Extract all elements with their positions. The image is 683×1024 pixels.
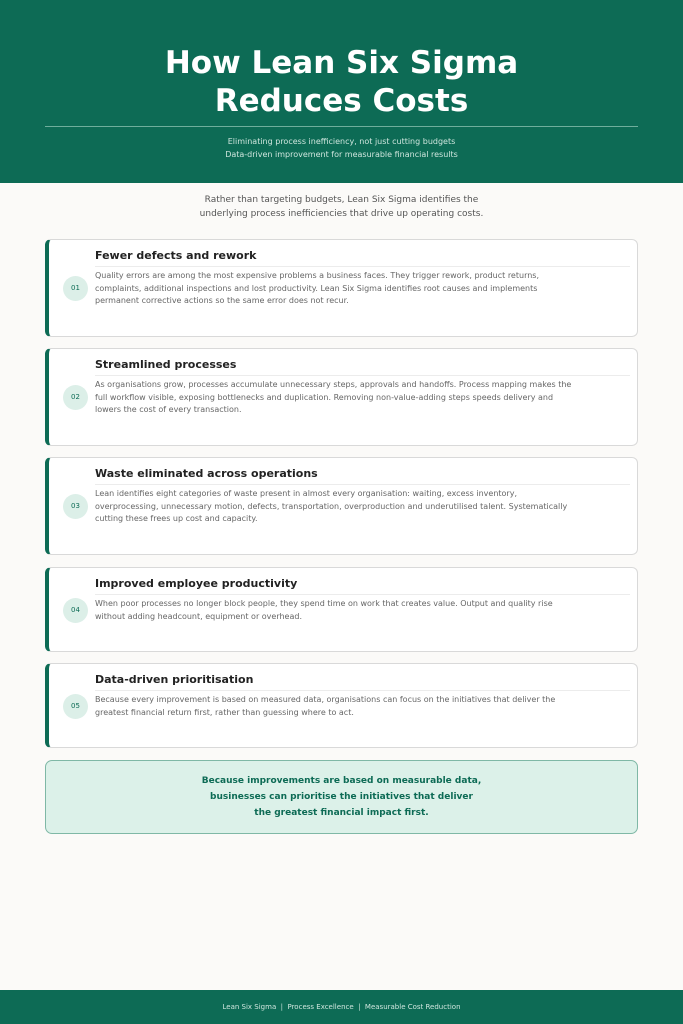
card-description-line: Lean identifies eight categories of waste present in almost every organisation: waiting, excess inventory, bbox=[95, 489, 517, 498]
subtitle-line-2: Data-driven improvement for measurable financial results bbox=[225, 150, 458, 159]
benefit-card-processes bbox=[45, 348, 638, 446]
card-number-badge: 04 bbox=[63, 598, 88, 623]
card-description-line: without adding headcount, equipment or overhead. bbox=[95, 611, 302, 621]
benefit-card-defects bbox=[45, 239, 638, 337]
key-takeaway-callout bbox=[45, 760, 638, 834]
intro-text bbox=[0, 193, 683, 221]
card-title: Fewer defects and rework bbox=[95, 249, 630, 267]
callout-line-3: the greatest financial impact first. bbox=[254, 808, 429, 818]
card-description-line: complaints, additional inspections and lost productivity. Lean Six Sigma identifies root causes and implements bbox=[95, 283, 538, 293]
intro-line-2: underlying process inefficiencies that drive up operating costs. bbox=[199, 209, 484, 219]
callout-line-2: businesses can prioritise the initiatives that deliver bbox=[210, 792, 473, 802]
card-title: Streamlined processes bbox=[95, 358, 630, 376]
card-description-line: cutting these frees up cost and capacity. bbox=[95, 514, 258, 523]
card-description-line: overprocessing, unnecessary motion, defects, transportation, overproduction and underutilised talent. Systematically bbox=[95, 501, 568, 511]
page-title-line-2: Reduces Costs bbox=[214, 83, 469, 119]
footer-text: Lean Six Sigma | Process Excellence | Measurable Cost Reduction bbox=[222, 1003, 461, 1011]
footer-bar bbox=[0, 990, 683, 1024]
card-description bbox=[95, 488, 615, 526]
card-number-badge: 05 bbox=[63, 694, 88, 719]
card-title: Waste eliminated across operations bbox=[95, 467, 630, 485]
card-description bbox=[95, 270, 615, 308]
card-description-line: permanent corrective actions so the same error does not recur. bbox=[95, 296, 349, 305]
card-description bbox=[95, 598, 615, 623]
card-description-line: lowers the cost of every transaction. bbox=[95, 405, 242, 414]
header-banner bbox=[0, 0, 683, 183]
card-description bbox=[95, 694, 615, 719]
page-title-line-1: How Lean Six Sigma bbox=[164, 45, 519, 81]
benefit-card-waste bbox=[45, 457, 638, 555]
card-description bbox=[95, 379, 615, 417]
card-description-line: As organisations grow, processes accumulate unnecessary steps, approvals and handoffs. Process mapping makes the bbox=[95, 380, 572, 389]
card-title: Data-driven prioritisation bbox=[95, 673, 630, 691]
card-number-badge: 02 bbox=[63, 385, 88, 410]
callout-line-1: Because improvements are based on measurable data, bbox=[201, 776, 482, 786]
benefit-card-prioritisation bbox=[45, 663, 638, 748]
card-title: Improved employee productivity bbox=[95, 577, 630, 595]
card-description-line: Quality errors are among the most expensive problems a business faces. They trigger rework, product returns, bbox=[95, 271, 539, 280]
card-description-line: Because every improvement is based on measured data, organisations can focus on the initiatives that deliver the bbox=[95, 695, 556, 704]
page-title bbox=[0, 44, 683, 120]
benefit-card-productivity bbox=[45, 567, 638, 652]
card-description-line: full workflow visible, exposing bottlenecks and duplication. Removing non-value-adding steps speeds delivery and bbox=[95, 392, 554, 402]
intro-line-1: Rather than targeting budgets, Lean Six Sigma identifies the bbox=[204, 195, 479, 205]
card-number-badge: 01 bbox=[63, 276, 88, 301]
header-divider bbox=[45, 126, 638, 127]
card-description-line: greatest financial return first, rather than guessing where to act. bbox=[95, 707, 354, 717]
card-description-line: When poor processes no longer block people, they spend time on work that creates value. Output and quality rise bbox=[95, 599, 553, 608]
subtitle-line-1: Eliminating process inefficiency, not just cutting budgets bbox=[227, 137, 456, 146]
card-number-badge: 03 bbox=[63, 494, 88, 519]
